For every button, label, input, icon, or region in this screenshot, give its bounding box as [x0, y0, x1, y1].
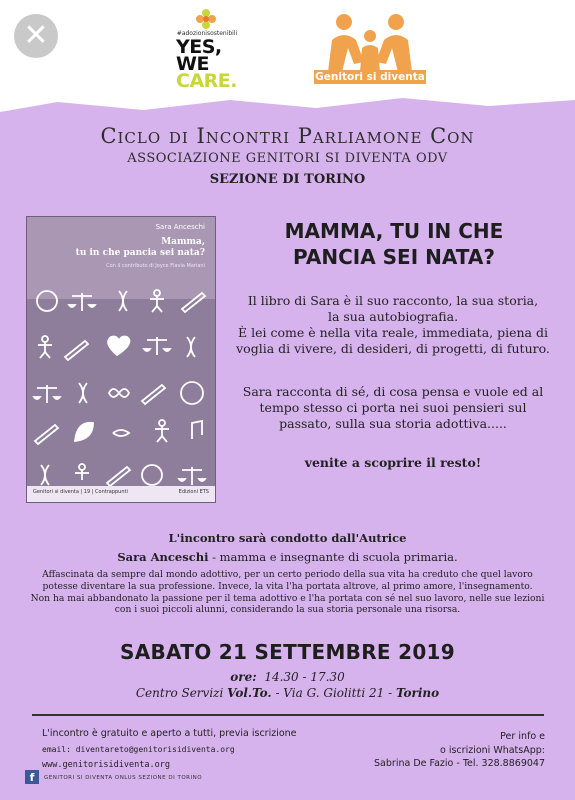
association-name: ASSOCIAZIONE GENITORI SI DIVENTA ODV [127, 151, 448, 166]
family-icon [314, 12, 426, 72]
registration-note: L'incontro è gratuito e aperto a tutti, previa iscrizione [42, 728, 297, 739]
speaker-name: Sara Anceschi [117, 550, 209, 564]
yes-we-care-logo [172, 8, 242, 94]
description-paragraph-2: Sara racconta di sé, di cosa pensa e vuole ed al tempo stesso ci porta nei suoi pensieri sul passato, sulla sua storia adottiva..... [242, 384, 544, 431]
speaker-line [0, 550, 575, 564]
call-to-action: venite a scoprire il resto! [304, 455, 482, 470]
child-icon [150, 290, 164, 312]
website-link[interactable]: www.genitorisidiventa.org [42, 760, 170, 770]
book-pattern-icons [27, 281, 215, 487]
series-title: Ciclo di Incontri Parliamone Con [100, 124, 475, 148]
leaf-icon [75, 423, 93, 441]
scales-icon [144, 337, 170, 355]
scales-icon [69, 293, 95, 311]
child-icon [38, 336, 52, 358]
dna-icon [41, 465, 49, 485]
event-time: ore: 14.30 - 17.30 [230, 670, 345, 684]
globe-icon [142, 465, 162, 485]
scales-icon [179, 467, 205, 485]
yes-we-care-text: YES, WE CARE. [176, 36, 237, 92]
pencil-icon [35, 425, 58, 444]
book-publisher: Edizioni ETS [178, 489, 209, 495]
book-cover [26, 216, 216, 503]
facebook-page-name: GENITORI SI DIVENTA ONLUS SEZIONE DI TORINO [44, 775, 203, 781]
speaker-role: - mamma e insegnante di scuola primaria. [208, 550, 458, 564]
event-headline: MAMMA, TU IN CHE PANCIA SEI NATA? [284, 219, 504, 269]
genitori-si-diventa-logo [314, 12, 426, 92]
pencil-icon [65, 341, 88, 360]
contact-email[interactable]: email: diventareto@genitorisidiventa.org [42, 745, 235, 754]
globe-icon [37, 291, 57, 311]
section-name: SEZIONE DI TORINO [209, 172, 366, 187]
globe-icon [181, 382, 203, 404]
event-date: SABATO 21 SETTEMBRE 2019 [120, 640, 455, 664]
book-footer [27, 486, 215, 502]
heart-icon [108, 337, 129, 356]
book-contribution: Con il contributo di Joyce Flavia Mariani [106, 263, 205, 269]
child-icon [155, 420, 169, 442]
facebook-icon[interactable]: f [25, 770, 39, 784]
event-venue: Centro Servizi Vol.To. - Via G. Giolitti 21 - Torino [135, 686, 440, 700]
pencil-icon [142, 385, 165, 404]
header-band [0, 0, 575, 112]
contact-info: Per info e o iscrizioni WhatsApp: Sabrina De Fazio - Tel. 328.8869047 [374, 731, 545, 769]
book-series: Genitori si diventa | 19 | Contrappunti [33, 489, 128, 495]
footer-divider [32, 714, 544, 716]
handshake-icon [113, 430, 129, 436]
dna-icon [79, 383, 87, 403]
speaker-intro: L'incontro sarà condotto dall'Autrice [168, 531, 407, 545]
hashtag-text: #adozionisostenibili [176, 30, 238, 37]
music-note-icon [192, 421, 202, 439]
speaker-bio: Affascinata da sempre dal mondo adottivo, per un certo periodo della sua vita ha creduto che quel lavoro potesse diventare la sua professione. Invece, la vita l'ha portata altrove, al primo amore, l'insegnamento. Non ha mai abbandonato la passione per il tema adottivo e l'ha portata con sé nel suo lavoro, nelle sue lezioni con i suoi piccoli alunni, considerando la sua storia personale una risorsa. [30, 569, 545, 616]
book-title: Mamma, tu in che pancia sei nata? [75, 237, 205, 258]
org-logo-label: Genitori si diventa [315, 71, 425, 83]
description-paragraph-1: Il libro di Sara è il suo racconto, la sua storia, la sua autobiografia. È lei come è nella vita reale, immediata, piena di voglia di vivere, di desideri, di progetti, di futuro. [236, 293, 550, 356]
pencil-icon [182, 293, 205, 312]
pencil-icon [107, 467, 130, 486]
dna-icon [119, 291, 127, 311]
close-icon[interactable]: ✕ [14, 14, 58, 58]
infinity-icon [109, 389, 129, 397]
child-icon [75, 464, 89, 480]
book-author: Sara Anceschi [155, 223, 205, 231]
flower-icon [195, 8, 217, 30]
scales-icon [34, 385, 60, 403]
dna-icon [187, 337, 195, 357]
